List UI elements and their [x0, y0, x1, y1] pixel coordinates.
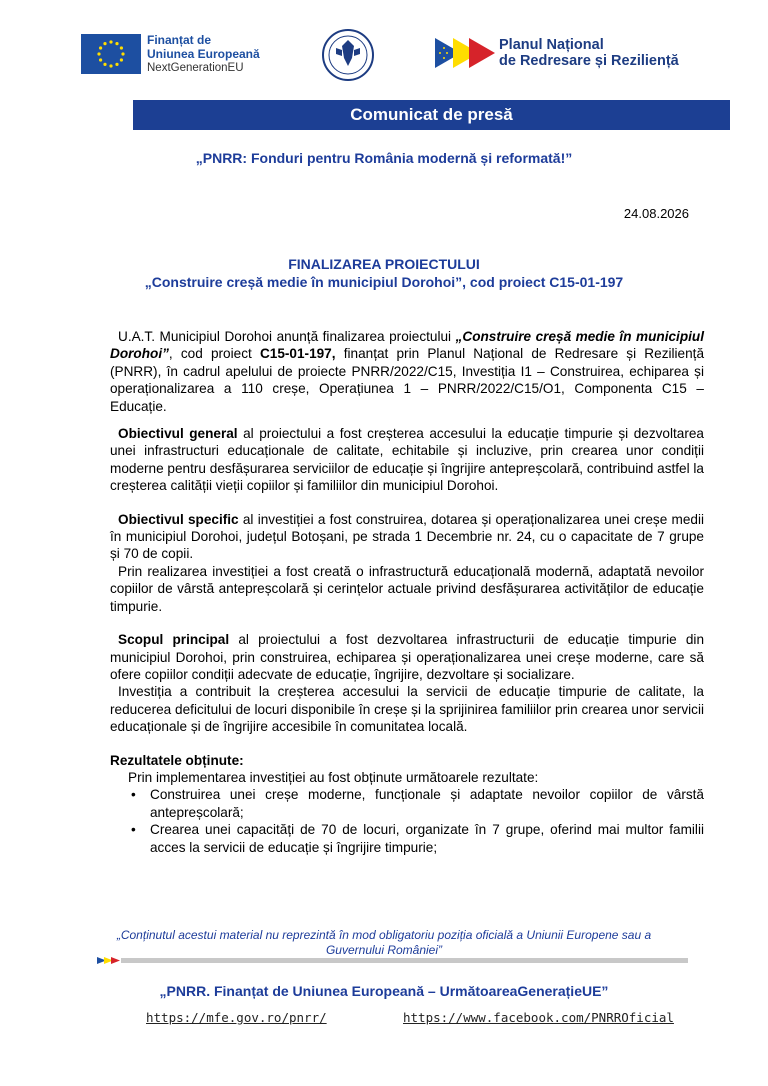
text-run: al proiectului a fost dezvoltarea infrastructurii de educație timpurie din municipiul Dorohoi, prin construirea, echiparea și operaționalizarea unei creșe moderne, care să ofere copiilor condiții adecvate de educație, îngrijire, dezvoltare și socializare.	[110, 632, 705, 682]
pnrr-flag-icon	[435, 38, 495, 68]
text-run: finanțat prin Planul Național de Redresare și Reziliență (PNRR), în cadrul apelului de proiecte PNRR/2022/C15, Investiția I1 – Construirea, echiparea și operaționalizarea a 110 creșe, Operațiunea 1 – PNRR/2022/C15/O1, Componenta C15 – Educație.	[110, 346, 705, 414]
text-run: al investiției a fost construirea, dotarea și operaționalizarea unei creșe medii în municipiul Dorohoi, județul Botoșani, pe strada 1 Decembrie nr. 24, cu o capacitate de 7 grupe și 70 de copii.	[110, 511, 705, 562]
document-body	[110, 328, 704, 856]
eu-flag-icon	[81, 34, 141, 74]
label-main-scope: Scopul principal	[118, 632, 230, 648]
facebook-link[interactable]: https://www.facebook.com/PNRROficial	[403, 1010, 674, 1025]
eu-text-line1: Finanțat de	[147, 33, 212, 47]
project-title-line1: FINALIZAREA PROIECTULUI	[288, 256, 480, 272]
results-list-item: • Construirea unei creșe moderne, funcționale și adaptate nevoilor copiilor de vârstă antepreșcolară;	[150, 786, 704, 821]
eu-text-line3: NextGenerationEU	[147, 62, 244, 74]
footer-divider	[97, 957, 688, 963]
disclaimer-line2: Guvernului României”	[325, 942, 443, 957]
document-date: 24.08.2026	[623, 206, 689, 221]
eu-funding-logo	[81, 32, 263, 76]
header-logos	[0, 28, 768, 82]
results-list-item: • Crearea unei capacități de 70 de locuri, organizate în 7 grupe, oferind mai multor familii acces la servicii de educație și îngrijire timpurie;	[150, 821, 704, 856]
pnrr-text-line1: Planul Național	[499, 37, 604, 53]
disclaimer	[0, 928, 768, 957]
project-code: C15-01-197,	[259, 346, 336, 362]
eu-logo-text	[147, 33, 260, 75]
paragraph-intro	[110, 328, 704, 415]
paragraph-general-objective	[110, 425, 704, 495]
label-general-objective: Obiectivul general	[118, 426, 238, 442]
project-title	[0, 255, 768, 291]
slogan: „PNRR: Fonduri pentru România modernă și reformată!”	[195, 150, 573, 166]
footer-divider-arrows-icon	[97, 957, 121, 964]
results-intro: Prin implementarea investiției au fost obținute următoarele rezultate:	[128, 769, 539, 785]
eu-text-line2: Uniunea Europeană	[147, 47, 260, 61]
text-run: , cod proiect	[168, 346, 260, 362]
footer-slogan: „PNRR. Finanțat de Uniunea Europeană – UrmătoareaGenerațieUE”	[159, 983, 609, 999]
results-list	[110, 786, 704, 856]
project-name: „Construire creșă medie în municipiul Dorohoi”	[110, 329, 704, 362]
project-title-line2: „Construire creșă medie în municipiul Dorohoi”, cod proiect C15-01-197	[144, 274, 624, 290]
text-run: al proiectului a fost creșterea accesului la educație timpurie și dezvoltarea unei infrastructuri educaționale de calitate, echitabile și incluzive, prin crearea unor condiții moderne pentru desfășurarea serviciilor de educație și îngrijire antepreșcolară, contribuind astfel la creșterea calității vieții copiilor și familiilor din municipiul Dorohoi.	[110, 426, 704, 494]
paragraph-main-scope	[110, 631, 704, 683]
mfe-link[interactable]: https://mfe.gov.ro/pnrr/	[146, 1010, 327, 1025]
pnrr-logo	[435, 34, 695, 74]
press-release-title: Comunicat de presă	[133, 100, 730, 130]
romanian-government-seal-icon	[321, 28, 375, 82]
text-run: U.A.T. Municipiul Dorohoi anunță finalizarea proiectului	[118, 329, 456, 344]
paragraph-investment-impact: Investiția a contribuit la creșterea accesului la servicii de educație timpurie de calitate, la reducerea deficitului de locuri disponibile în creșe și la sprijinirea familiilor prin crearea unor servicii educaționale și de îngrijire accesibile în comunitatea locală.	[110, 684, 704, 735]
pnrr-logo-text	[499, 37, 679, 69]
footer-divider-bar	[121, 958, 688, 963]
disclaimer-line1: „Conținutul acestui material nu reprezintă în mod obligatoriu poziția oficială a Uniunii Europene sau a	[116, 928, 652, 942]
paragraph-specific-objective	[110, 511, 704, 563]
paragraph-infrastructure: Prin realizarea investiției a fost creată o infrastructură educațională modernă, adaptată nevoilor copiilor de vârstă antepreșcolară și cerințelor actuale privind desfășurarea activităților de educație timpurie.	[110, 563, 704, 614]
results-heading: Rezultatele obținute:	[110, 752, 244, 768]
pnrr-text-line2: de Redresare și Reziliență	[499, 53, 679, 69]
label-specific-objective: Obiectivul specific	[118, 511, 239, 527]
